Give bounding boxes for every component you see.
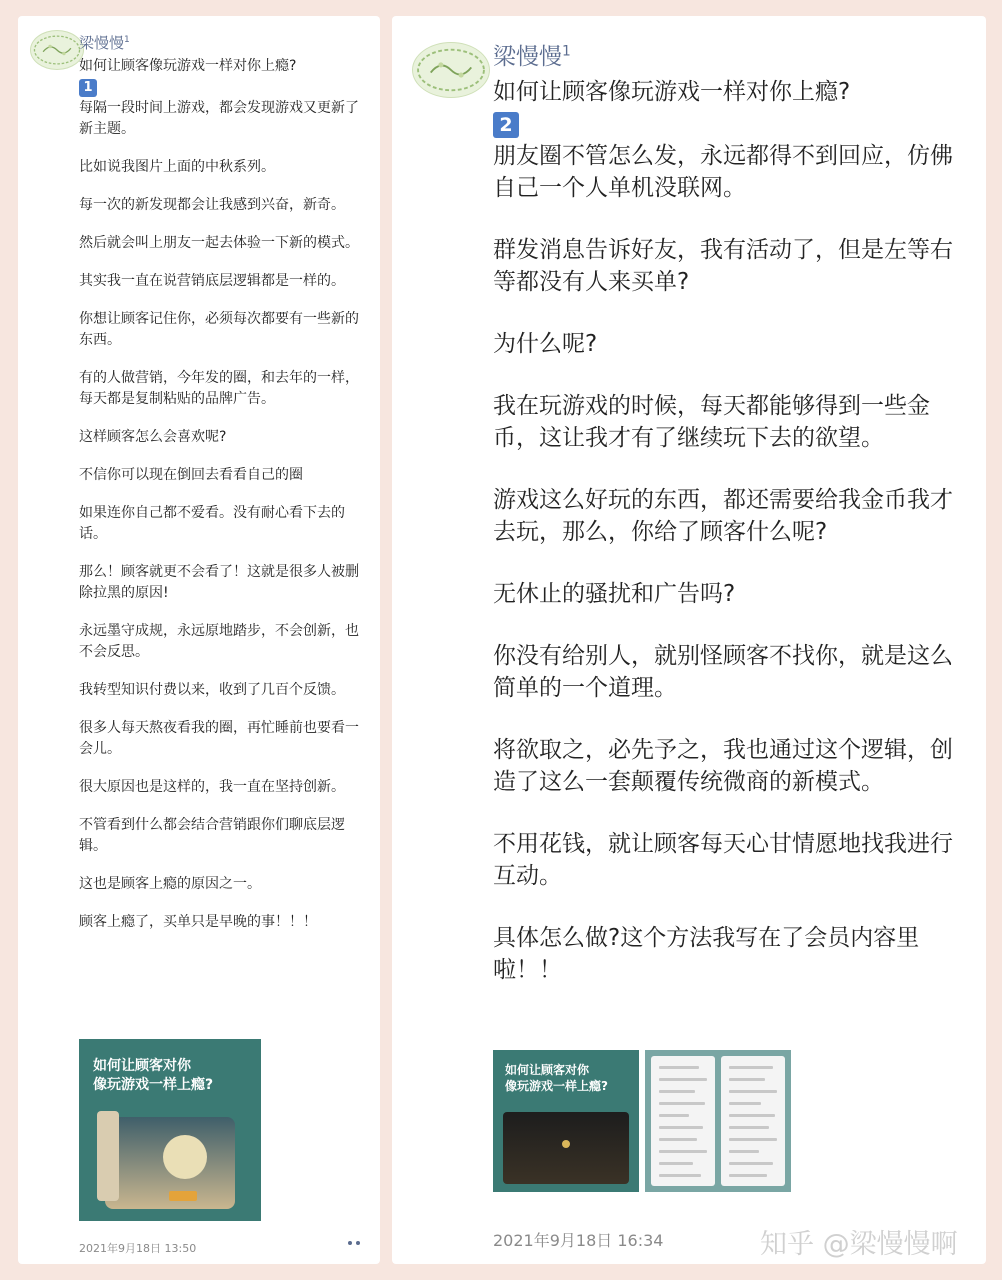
paragraph: 群发消息告诉好友，我有活动了，但是左等右等都没有人来买单?	[493, 237, 953, 295]
paragraph: 很多人每天熬夜看我的圈，再忙睡前也要看一会儿。	[79, 720, 359, 757]
paragraph: 我转型知识付费以来，收到了几百个反馈。	[79, 682, 345, 698]
post-image[interactable]	[493, 1050, 639, 1192]
paragraph: 顾客上瘾了，买单只是早晚的事！！！	[79, 914, 317, 930]
chat-column	[651, 1056, 715, 1186]
username-superscript: 1	[124, 35, 130, 45]
more-options-icon[interactable]	[348, 1238, 364, 1248]
image-title	[505, 1062, 608, 1094]
username-superscript: 1	[562, 43, 571, 60]
left-post-card	[18, 16, 380, 1264]
paragraph: 这样顾客怎么会喜欢呢?	[79, 429, 227, 445]
username[interactable]	[493, 38, 571, 71]
paragraph: 游戏这么好玩的东西，都还需要给我金币我才去玩，那么，你给了顾客什么呢?	[493, 487, 953, 545]
post-timestamp: 2021年9月18日 13:50	[79, 1242, 197, 1255]
username-text: 梁慢慢	[493, 44, 562, 70]
phone-frame-icon	[97, 1111, 119, 1201]
paragraph: 我在玩游戏的时候，每天都能够得到一些金币，这让我才有了继续玩下去的欲望。	[493, 393, 930, 451]
post-body	[493, 76, 963, 986]
paragraph: 永远墨守成规，永远原地踏步，不会创新，也不会反思。	[79, 623, 359, 660]
paragraph: 为什么呢?	[493, 331, 598, 357]
paragraph: 比如说我图片上面的中秋系列。	[79, 159, 275, 175]
watermark: 知乎 @梁慢慢啊	[760, 1229, 958, 1260]
paragraph: 有的人做营销，今年发的圈，和去年的一样，每天都是复制粘贴的品牌广告。	[79, 370, 359, 407]
paragraph: 不信你可以现在倒回去看看自己的圈	[79, 467, 303, 483]
paragraph: 无休止的骚扰和广告吗?	[493, 581, 736, 607]
moon-icon	[163, 1135, 207, 1179]
number-badge-icon: 2	[493, 112, 519, 138]
coin-icon	[562, 1140, 570, 1148]
post-image[interactable]	[79, 1039, 261, 1221]
paragraph: 不管看到什么都会结合营销跟你们聊底层逻辑。	[79, 817, 345, 854]
post-image-chat-screenshot[interactable]	[645, 1050, 791, 1192]
chat-column	[721, 1056, 785, 1186]
post-body	[79, 56, 369, 933]
paragraph: 你想让顾客记住你，必须每次都要有一些新的东西。	[79, 311, 359, 348]
image-title-line2: 像玩游戏一样上瘾?	[93, 1076, 214, 1093]
paragraph: 每隔一段时间上游戏，都会发现游戏又更新了新主题。	[79, 100, 359, 137]
paragraph: 如果连你自己都不爱看。没有耐心看下去的话。	[79, 505, 345, 542]
avatar[interactable]	[412, 42, 490, 98]
avatar-leaf-icon	[413, 43, 489, 97]
username-text: 梁慢慢	[79, 34, 125, 52]
paragraph: 然后就会叫上朋友一起去体验一下新的模式。	[79, 235, 359, 251]
image-title-line1: 如何让顾客对你	[505, 1063, 590, 1077]
paragraph: 不用花钱，就让顾客每天心甘情愿地找我进行互动。	[493, 831, 953, 889]
post-timestamp: 2021年9月18日 16:34	[493, 1231, 664, 1250]
avatar-leaf-icon	[31, 31, 83, 69]
number-badge-icon: 1	[79, 79, 97, 97]
paragraph: 每一次的新发现都会让我感到兴奋，新奇。	[79, 197, 345, 213]
paragraph: 很大原因也是这样的，我一直在坚持创新。	[79, 779, 345, 795]
image-title-line1: 如何让顾客对你	[93, 1058, 191, 1074]
avatar[interactable]	[30, 30, 84, 70]
username[interactable]	[79, 32, 130, 53]
paragraph: 朋友圈不管怎么发，永远都得不到回应，仿佛自己一个人单机没联网。	[493, 143, 953, 201]
paragraph: 这也是顾客上瘾的原因之一。	[79, 876, 261, 892]
right-post-card	[392, 16, 986, 1264]
paragraph: 你没有给别人，就别怪顾客不找你，就是这么简单的一个道理。	[493, 643, 953, 701]
paragraph: 将欲取之，必先予之，我也通过这个逻辑，创造了这么一套颠覆传统微商的新模式。	[493, 737, 953, 795]
button-graphic	[169, 1191, 197, 1201]
paragraph: 那么！顾客就更不会看了！这就是很多人被删除拉黑的原因!	[79, 564, 359, 601]
post-title: 如何让顾客像玩游戏一样对你上瘾?	[493, 79, 851, 105]
game-screen-illustration	[503, 1112, 629, 1184]
image-title	[93, 1057, 213, 1095]
image-title-line2: 像玩游戏一样上瘾?	[505, 1079, 608, 1094]
paragraph: 具体怎么做?这个方法我写在了会员内容里啦！！	[493, 925, 920, 983]
paragraph: 其实我一直在说营销底层逻辑都是一样的。	[79, 273, 345, 289]
post-title: 如何让顾客像玩游戏一样对你上瘾?	[79, 58, 297, 74]
